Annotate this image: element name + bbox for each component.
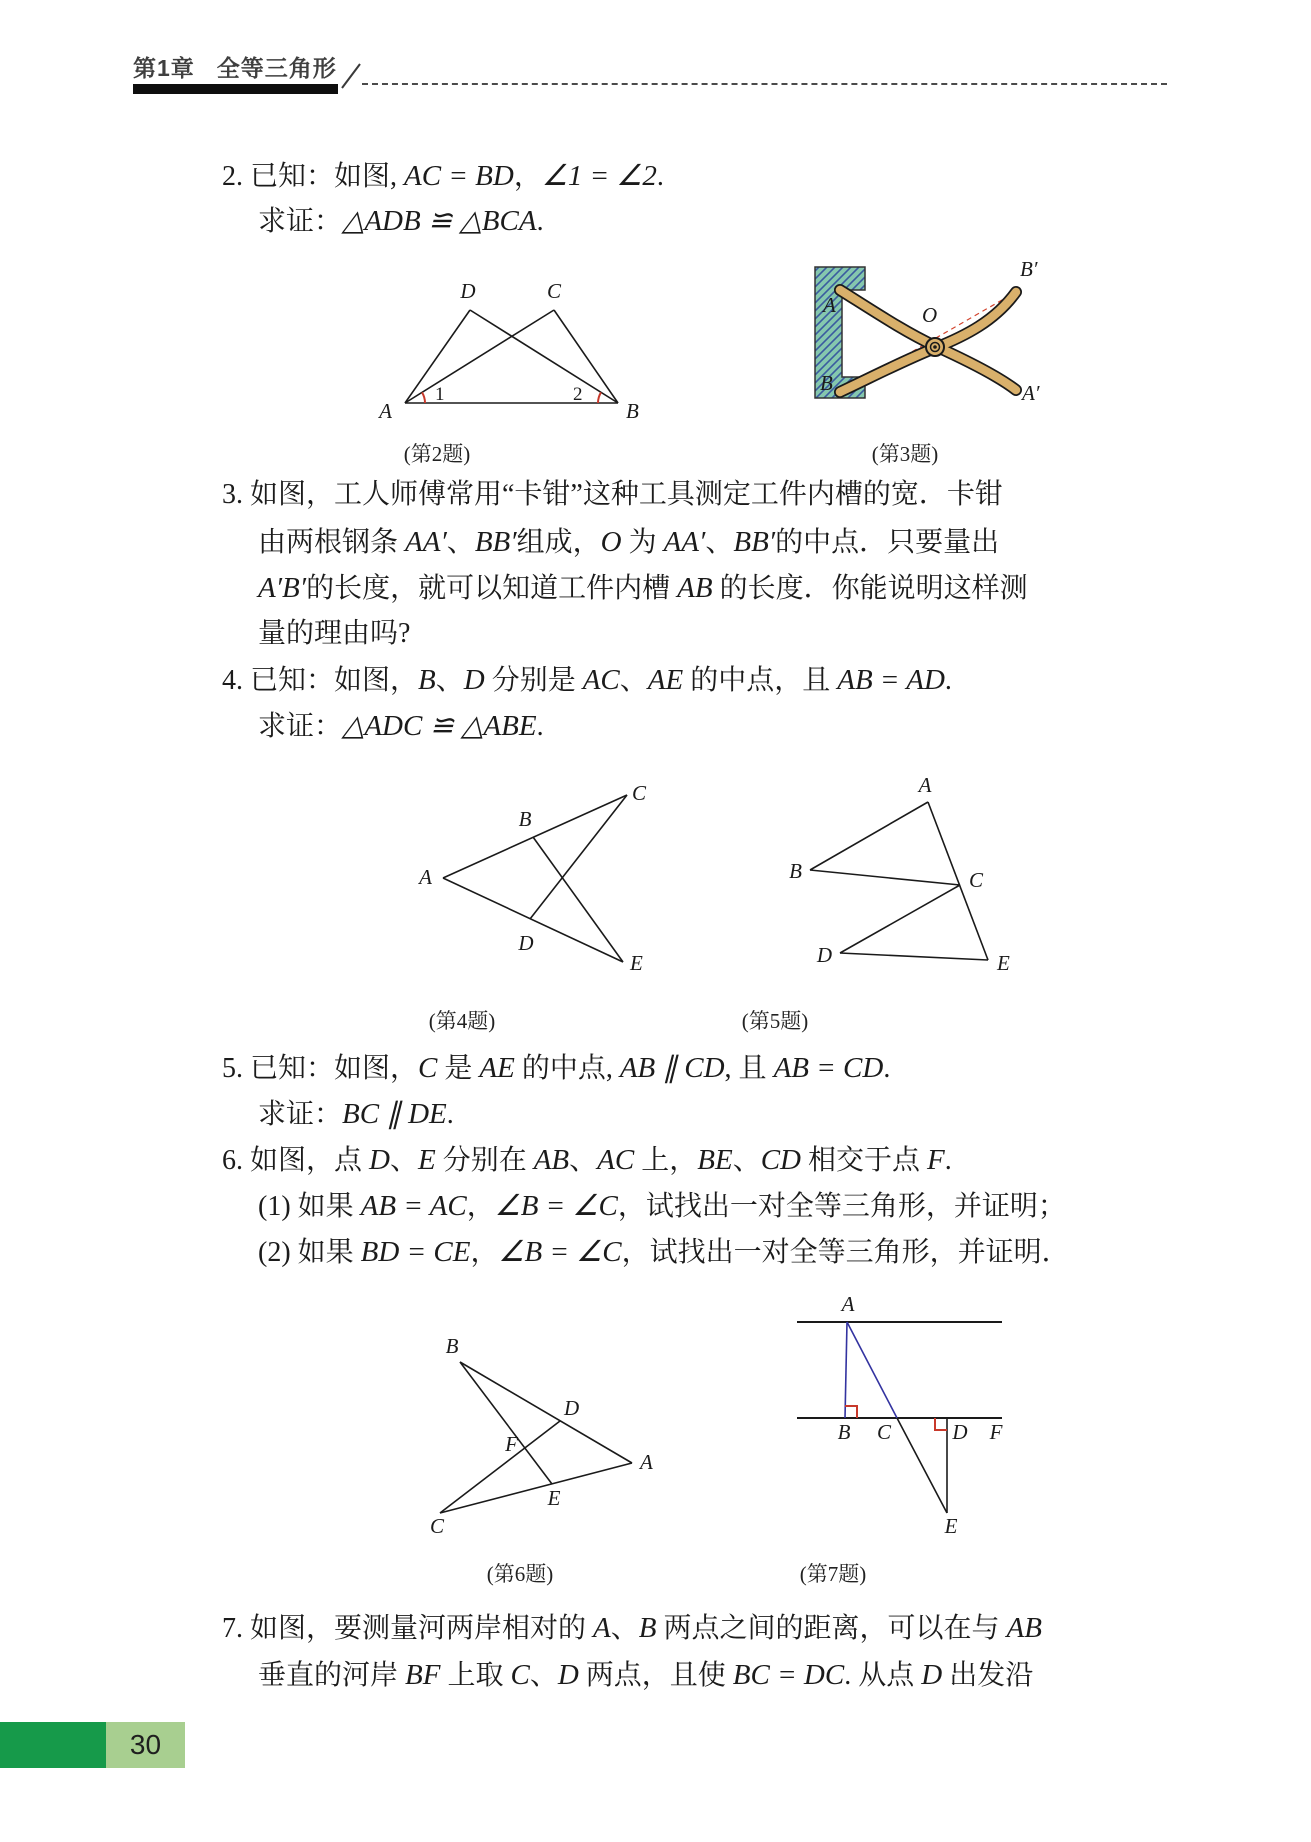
figure-5-caption: (第5题) [741,1009,809,1033]
point-label-c: C [969,868,984,892]
problem-2-line-1: 2. 已知：如图, AC = BD，∠1 = ∠2. [222,160,664,192]
problem-3-line-1: 3. 如图，工人师傅常用“卡钳”这种工具测定工件内槽的宽．卡钳 [222,479,1003,510]
figure-problem-4 [360,770,680,985]
construction-lines-black [897,1418,947,1513]
point-label-e: E [944,1514,958,1538]
problem-3-line-2: 由两根钢条 AA′、BB′组成，O 为 AA′、BB′的中点．只要量出 [258,526,1000,558]
figure-2-caption: (第2题) [403,442,471,466]
point-label-a: A [379,399,392,423]
problem-2-line-2: 求证：△ADB ≌ △BCA. [258,205,544,237]
problem-3-line-4: 量的理由吗? [258,618,411,649]
point-label-f: F [989,1420,1003,1444]
page-number: 30 [129,1729,162,1760]
construction-lines-blue [845,1322,897,1418]
chapter-number: 第1章 [133,55,195,81]
header-dashed-rule [362,83,1167,85]
problem-4-line-1: 4. 已知：如图，B、D 分别是 AC、AE 的中点，且 AB = AD. [222,664,952,696]
page-number-block [106,1722,185,1768]
chapter-header [133,50,337,83]
point-label-b: B [518,807,532,831]
river-banks [797,1322,1002,1418]
point-label-a: A [918,773,932,797]
point-label-a: A [841,1295,855,1316]
figure-6-caption: (第6题) [486,1562,554,1586]
figure-3-caption: (第3题) [871,442,939,466]
angle-label-1: 1 [435,384,445,405]
angle-label-2: 2 [573,384,583,405]
point-label-d: D [518,931,534,955]
chapter-title: 全等三角形 [216,55,337,81]
figure-problem-3 [690,220,1110,405]
point-label-b: B [820,371,833,395]
point-label-a: A [823,293,836,317]
point-label-b: B [445,1335,459,1358]
point-label-a: A [640,1450,653,1474]
problem-6-line-2: (1) 如果 AB = AC，∠B = ∠C，试找出一对全等三角形，并证明； [258,1190,1066,1222]
problem-7-line-2: 垂直的河岸 BF 上取 C、D 两点，且使 BC = DC. 从点 D 出发沿 [258,1659,1034,1691]
point-label-b: B [789,859,802,883]
point-label-d: D [816,943,832,967]
figure-4-caption: (第4题) [428,1009,496,1033]
figure-lines [810,802,988,960]
figure-problem-5 [770,770,1030,985]
problem-4-line-2: 求证：△ADC ≌ △ABE. [258,710,544,742]
point-label-c: C [632,781,647,805]
pivot-rivet [926,338,944,356]
problem-6-line-1: 6. 如图，点 D、E 分别在 AB、AC 上，BE、CD 相交于点 F. [222,1144,952,1176]
problem-5-line-1: 5. 已知：如图，C 是 AE 的中点, AB ∥ CD, 且 AB = CD. [222,1052,891,1084]
problem-6-line-3: (2) 如果 BD = CE，∠B = ∠C，试找出一对全等三角形，并证明． [258,1236,1070,1268]
point-label-e: E [997,951,1010,975]
figure-lines [440,1362,632,1513]
point-label-e: E [630,951,643,975]
problem-3-line-3: A′B′的长度，就可以知道工件内槽 AB 的长度．你能说明这样测 [258,572,1028,604]
point-label-d: D [460,279,476,303]
point-label-b: B [626,399,639,423]
point-label-c: C [429,1514,445,1538]
header-slash-decoration [338,60,368,90]
problem-5-line-2: 求证：BC ∥ DE. [258,1098,454,1130]
point-label-d: D [564,1396,580,1420]
figure-problem-7 [780,1295,1030,1550]
point-label-c: C [546,279,562,303]
point-label-a: A [419,865,432,889]
figure-lines [443,795,627,962]
figure-problem-6 [390,1335,690,1545]
point-label-o: O [922,303,938,327]
point-label-a-prime: A′ [1022,381,1040,405]
footer-accent-block [0,1722,106,1768]
point-label-f: F [505,1432,518,1456]
point-label-d: D [952,1420,968,1444]
point-label-c: C [876,1420,892,1444]
point-label-b-prime: B′ [1020,257,1038,281]
problem-7-line-1: 7. 如图，要测量河两岸相对的 A、B 两点之间的距离，可以在与 AB [222,1612,1042,1644]
point-label-e: E [547,1486,561,1510]
point-label-b: B [837,1420,851,1444]
figure-7-caption: (第7题) [799,1562,867,1586]
header-underline-bar [133,84,338,94]
figure-problem-2 [330,240,680,425]
